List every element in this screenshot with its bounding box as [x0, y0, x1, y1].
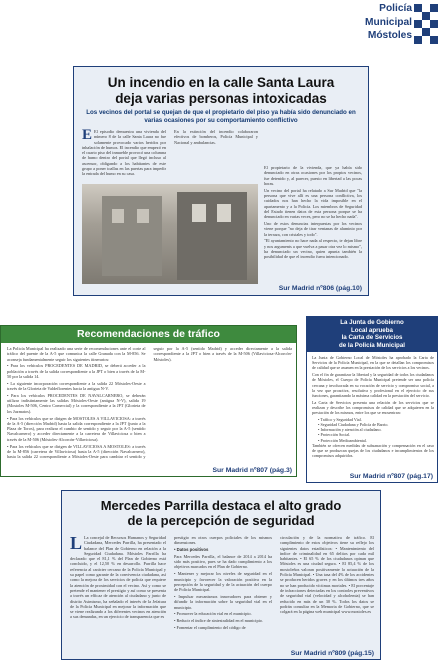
- article-trafico-body: [7, 346, 292, 463]
- article-trafico-paragraph-2: • Para los vehículos PROCEDENTES DE MADRID, se deberá acceder a la población a través de la salida correspondiente a la JPT o bien a través de la M-50 por la salida 14.: [7, 363, 146, 379]
- article-parrilla-subheading: • Datos positivos: [174, 547, 209, 553]
- article-parrilla-col-2: [174, 535, 272, 647]
- header-line-2: Municipal: [365, 16, 412, 28]
- article-carta-title-line-4: de la Policía Municipal: [338, 341, 406, 349]
- header-line-3: Móstoles: [367, 30, 412, 41]
- article-carta-servicios-body: [312, 355, 434, 471]
- bullet-item: • Tráfico y Seguridad Vial.: [318, 416, 362, 422]
- bullet-item: • Seguridad Ciudadana y Policía de Barrio.: [318, 421, 389, 427]
- article-trafico-title: Recomendaciones de tráfico: [1, 326, 296, 343]
- bullet-item: • Protección Social.: [318, 432, 351, 438]
- article-incendio-title: [74, 75, 368, 106]
- article-incendio-body-left: E El episodio demuestra una vivienda del número 8 de la calle Santa Laura no fue solamente provocado varios heridos por inhalación de humos. El incendio que empezó en el cuarto piso del inmueble provocó una columna de humo dentro del portal que llegó incluso al ascensor, obligando a los habitantes de este grupo a poner toallas en las puertas para impedir la entrada del humo en su casa. En la extinción del incendio colaboraron efectivos de bomberos, Policía Municipal y Nacional y ambulancias.: [82, 129, 258, 177]
- article-carta-title-line-2: Local aprueba: [351, 326, 393, 334]
- article-parrilla-col-2-p3: • Impulsar mecanismos innovadores para obtener y difundir la información sobre la seguridad vial en el municipio.: [174, 593, 272, 610]
- article-parrilla-col-3: [280, 535, 374, 647]
- article-carta-paragraph-1: La Junta de Gobierno Local de Móstoles ha aprobado la Carta de Servicios de la Policía Municipal, en la que se detallan los compromisos de calidad que se asumen en la prestación de los servicios a los vecinos.: [312, 355, 434, 371]
- bullet-item: • Protección Medioambiental.: [318, 437, 367, 443]
- article-trafico-paragraph-3: • La siguiente incorporación correspondiente a la salida 22 Móstoles-Oeste a través de la Glorieta de Valdeflorentes hacia la antigua N-V.: [7, 380, 146, 392]
- article-incendio-subtitle: Los vecinos del portal se quejan de que el propietario del piso ya había sido denunciado en varias ocasiones por su comportamiento conflictivo: [86, 109, 356, 124]
- header-line-1: Policía: [379, 3, 412, 14]
- article-mercedes-parrilla: [61, 490, 381, 660]
- article-parrilla-col-2-p1: Para Mercedes Parrilla, el balance de 2014 a 2014 ha sido más positivo, pues se ha dado cumplimiento a los objetivos marcados en el Plan de Gobierno.: [174, 553, 272, 570]
- bullet-text: Tráfico y Seguridad Vial.: [320, 416, 362, 422]
- article-trafico-source: Sur Madrid nº807 (pág.3): [212, 467, 292, 474]
- article-carta-title-line-1: La Junta de Gobierno: [340, 319, 404, 326]
- article-parrilla-title-line-2: de la percepción de seguridad: [127, 513, 315, 528]
- fire-building-photo: [82, 184, 258, 284]
- article-carta-servicios-source: Sur Madrid nº807 (pág.17): [349, 473, 433, 480]
- article-incendio-paragraph-5: Uno de estos denuncias interpuestas por los vecinos viene porque "no deja de tirar ventanas de aluminio por la terraza, con cristales y todo".: [264, 220, 362, 237]
- article-incendio-paragraph-6: "El ayuntamiento no hace nada al respecto, te dejan libre y nos arguments a que vuelva a pasar otra vez lo mismo", ha denunciado un vecino, quien apunta también la posibilidad de que el incendio fuera intencionado.: [264, 238, 362, 260]
- article-parrilla-col-2-p2: • Mantener y mejorar los niveles de seguridad en el municipio y favorecer la valoración positiva en la percepción de la seguridad y de la actuación del cuerpo de Policía Municipal.: [174, 571, 272, 593]
- article-carta-servicios-title: [307, 317, 437, 352]
- police-checker-logo-icon: [414, 4, 440, 48]
- article-parrilla-title: [62, 498, 380, 528]
- article-carta-paragraph-2: Con el fin de garantizar la libertad y la seguridad de todos los ciudadanos de Móstoles, el Cuerpo de Policía Municipal pretende ser una policía cercana y involucrada en su vocación de servicio y compromiso social, a la vez que proactiva, resolutiva y profesional en el ejercicio de sus funciones, garantizando la máxima calidad en la prestación del servicio.: [312, 372, 434, 398]
- article-incendio-paragraph-2: En la extinción del incendio colaboraron efectivos de bomberos, Policía Municipal y Nacional y ambulancias.: [174, 129, 258, 145]
- article-trafico: [0, 325, 297, 477]
- article-parrilla-col-2-p4: • Promover la educación vial en el municipio.: [174, 611, 252, 617]
- bullet-text: Información y atención al ciudadano.: [320, 427, 382, 433]
- article-carta-paragraph-3: La Carta de Servicios presenta una relación de los servicios que se realizan y describe los compromisos de calidad que se adquieren en la prestación de los mismos, entre los que se encuentran:: [312, 399, 434, 416]
- article-incendio-paragraph-4: Un vecino del portal ha relatado a Sur Madrid que "la persona que vive allí es una persona conflictiva, los cuidados nos han hecho la vida imposible en el apartamento y a la Policía. Los miembros de Seguridad del Estado tienen datos de esta persona porque se ha denunciado en varias veces, pero no se ha hecho nada".: [264, 187, 362, 220]
- article-incendio-title-line-2: deja varias personas intoxicadas: [115, 90, 327, 106]
- article-incendio-paragraph-3: El propietario de la vivienda, que ya había sido denunciado en otras ocasiones por los propios vecinos, fue detenido y, al parecer, puesto en libertad a las pocas horas.: [264, 165, 362, 186]
- header-title: [340, 2, 412, 43]
- article-parrilla-col-1: L La concejal de Recursos Humanos y Seguridad Ciudadana, Mercedes Parrilla, ha presentado el balance del Plan de Gobierno en relación a la Seguridad Ciudadana. Móstoles Parrilla ha declarado que el 81,1 % del Plan de Gobierno está concluido, y el 12,50 % en desarrollo. Parrilla hace referencia al carácter cercano de la Policía Municipal y su papel como garante de la convivencia ciudadana, así como la mejora de los servicios de policía que requiere la atención de proximidad con el vecino. Así y como se pretende el mantener el prestigio y así como se presenta a través un efficaz de atención al ciudadano y junto de distrito Asimismo, ha señalado el interés de la Jefatura de la Policía Municipal en mejorar la información que se viene realizando a los diferentes vecinos en atención a sus demandas, en un ejercicio de transparencia que es: [70, 535, 166, 620]
- article-carta-title-line-3: la Carta de Servicios: [341, 334, 403, 342]
- article-parrilla-col-2-p6: • Fomentar el cumplimiento del código de: [174, 624, 246, 630]
- bullet-item: • Información y atención al ciudadano.: [318, 427, 382, 433]
- article-trafico-paragraph-5: • Para los vehículos que se dirigen de MOSTOLES A VILLAVICIOSA: a través de la A-5 (dirección Madrid) hasta la salida correspondiente a la JPT (junto a la Plaza de Toros), para realizar el cambio de sentido y seguir por la A-5 (sentido Navalcarnero) y acceder directamente a la carretera de Villaviciosa o bien a través de la M-506 (Móstoles-Alcorcón-Villaviciosa).: [7, 415, 146, 442]
- article-carta-closing: También se ofrecen medidas de subsanación y compensación en el caso de que se produzcan quejas de los ciudadanos e incumplimientos de los compromisos adquiridos.: [312, 442, 434, 459]
- article-incendio-paragraph-1: El episodio demuestra una vivienda del número 8 de la calle Santa Laura no fue solamente provocado varios heridos por inhalación de humos. El incendio que empezó en el cuarto piso del inmueble provocó una columna de humo dentro del portal que llegó incluso al ascensor, obligando a los habitantes de este grupo a poner toallas en las puertas para impedir la entrada del humo en su casa.: [82, 129, 166, 177]
- article-parrilla-col-3-text: circulación y de la normativa de tráfico. El cumplimiento de estos objetivos tiene su reflejo los siguientes datos estadísticos: • Mantenimiento del índice de criminalidad en 65 delitos por cada mil habitantes. • El 65 % de los ciudadanos opinan que Móstoles es una ciudad segura. • El 85,4 % de los mostoleños valoran positivamente la actuación de la Policía Municipal. • Una tasa del 4% de los accidentes se producen heridos graves y en los últimos tres años no se han producido víctimas mortales. • El porcentaje de infracciones detectadas en los controles preventivos de seguridad vial (velocidad y alcoholemia) se han reducido en más de un 30 %. Todos los datos se podrán consultar en la Memoria de Gobierno, que se colgará en la página web municipal www.mostoles.es: [280, 535, 374, 615]
- article-parrilla-col-2-p5: • Reducir el índice de siniestralidad en el municipio.: [174, 618, 263, 624]
- article-carta-bullets: [312, 417, 434, 443]
- article-incendio-source: Sur Madrid nº806 (pág.10): [278, 285, 362, 292]
- bullet-text: Protección Medioambiental.: [320, 437, 367, 443]
- article-trafico-paragraph-4: • Para los vehículos PROCEDENTES DE NAVALCARNERO, se deberán utilizar indistintamente las salidas Móstoles-Oeste (antigua N-V), salida 19 (Mostoles M-506, Centro Comercial) y la correspondiente a la JPT (Glorieta de los Juzmatos).: [7, 392, 146, 414]
- bullet-text: Protección Social.: [320, 432, 351, 438]
- article-incendio-title-line-1: Un incendio en la calle Santa Laura: [107, 75, 335, 90]
- article-incendio-body-right: [264, 165, 362, 277]
- article-parrilla-col-2-intro: prestigio en otros cuerpos policiales de los mismos dimensiones.: [174, 535, 272, 546]
- article-incendio: [73, 66, 369, 296]
- bullet-text: Seguridad Ciudadana y Policía de Barrio.: [320, 421, 389, 427]
- article-trafico-paragraph-1: La Policía Municipal ha realizado una serie de recomendaciones ante el corte al tráfico del puente de la A-5 que comunica la calle Granada con la M-856. Se aconseja fundamentalmente seguir los siguientes itinerarios:: [7, 346, 146, 362]
- article-parrilla-source: Sur Madrid nº809 (pág.15): [290, 650, 374, 657]
- article-trafico-paragraph-6: • Para los vehículos que se dirigen de VILLAVICIOSA A MOSTOLES: a través de la M-856 (carretera de Villaviciosa) hasta la A-5 (dirección Navalcarnero), hasta la salida 22 correspondiente a Móstoles-Oeste para cambiar el sentido y seguir por la A-5 (sentido Madrid) y acceder directamente a la salida correspondiente a la JPT o bien a través de la M-506 (Villaviciosa-Alcorcón-Móstoles).: [7, 346, 292, 460]
- article-parrilla-title-line-1: Mercedes Parrilla destaca el alto grado: [100, 498, 342, 513]
- article-carta-servicios: [306, 316, 438, 483]
- article-parrilla-col-1-text: La concejal de Recursos Humanos y Seguridad Ciudadana, Mercedes Parrilla, ha presentado el balance del Plan de Gobierno en relación a la Seguridad Ciudadana. Móstoles Parrilla ha declarado que el 81,1 % del Plan de Gobierno está concluido, y el 12,50 % en desarrollo. Parrilla hace referencia al carácter cercano de la Policía Municipal y su papel como garante de la convivencia ciudadana, así como la mejora de los servicios de policía que requiere la atención de proximidad con el vecino. Así y como se pretende el mantener el prestigio y así como se presenta a través un efficaz de atención al ciudadano y junto de distrito Asimismo, ha señalado el interés de la Jefatura de la Policía Municipal en mejorar la información que se viene realizando a los diferentes vecinos en atención a sus demandas, en un ejercicio de transparencia que es: [70, 535, 166, 620]
